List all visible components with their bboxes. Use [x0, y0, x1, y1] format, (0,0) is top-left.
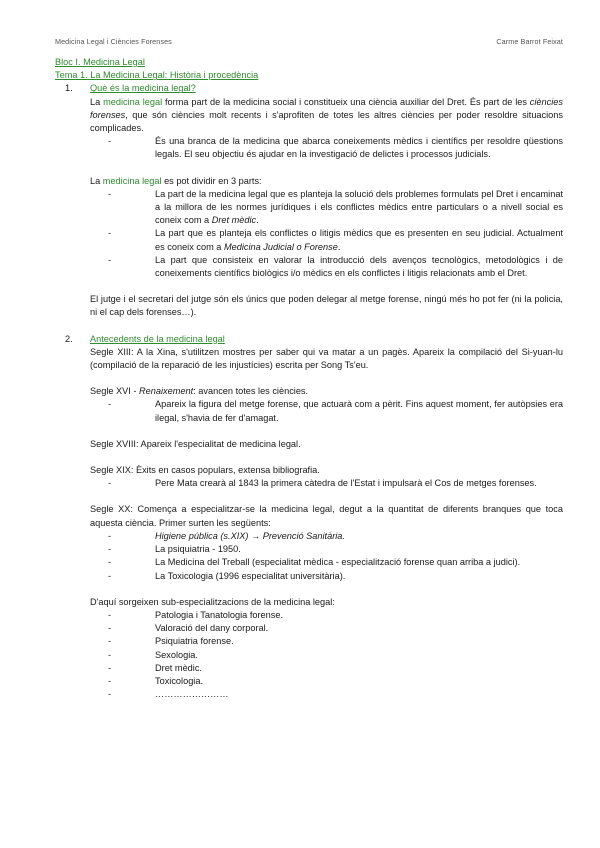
list-item: - La psiquiatria - 1950.: [142, 543, 563, 556]
section-title: Què és la medicina legal?: [90, 83, 196, 94]
list-item: - Valoració del dany corporal.: [142, 622, 563, 635]
list-item: - ……………………: [142, 688, 563, 701]
list-item: - Dret mèdic.: [142, 662, 563, 675]
section-1-content: [90, 96, 563, 320]
term-highlight: medicina legal: [102, 175, 162, 186]
term-highlight: medicina legal: [103, 96, 163, 107]
header-right: Carme Barrot Feixat: [496, 37, 563, 46]
section-1-heading: [55, 82, 563, 95]
section-2-heading: [55, 333, 563, 346]
parts-list: [142, 188, 563, 280]
bullet-list: [142, 135, 563, 161]
list-item: - Pere Mata crearà al 1843 la primera càtedra de l'Estat i impulsarà el Cos de metges forenses.: [142, 477, 563, 490]
bloc-title: Bloc I. Medicina Legal: [55, 57, 145, 67]
list-item: - La Medicina del Treball (especialitat mèdica - especialització forense quan arriba a judici).: [142, 556, 563, 569]
list-item: - La part que es planteja els conflictes o litigis mèdics que es presenten en seu judicial. Actualment es coneix com a Medicina Judicial o Forense.: [142, 227, 563, 253]
sub-specialties-list: [142, 609, 563, 701]
list-item: - És una branca de la medicina que abarca coneixements mèdics i científics per resoldre qüestions legals. El seu objectiu és ajudar en la investigació de delictes i processos judicials.: [142, 135, 563, 161]
bullet-list: [142, 477, 563, 490]
paragraph: Segle XIII: A la Xina, s'utilitzen mostres per saber qui va matar a un pagès. Apareix la compilació del Si-yuan-lu (compilació de la reparació de les injustícies) escrita per Song Ts'eu.: [90, 346, 563, 371]
list-item: - Higiene pública (s.XIX) → Prevenció Sanitària.: [142, 530, 563, 543]
list-item: - Psiquiatria forense.: [142, 635, 563, 648]
section-title: Antecedents de la medicina legal: [90, 333, 225, 344]
paragraph: Segle XX: Comença a especialitzar-se la medicina legal, degut a la quantitat de diferents branques que toca aquesta ciència. Primer surten les següents:: [90, 504, 563, 528]
list-item: - Toxicologia.: [142, 675, 563, 688]
paragraph: Segle XIX: Èxits en casos populars, extensa bibliografia.: [90, 465, 320, 476]
section-number: 1.: [65, 83, 73, 94]
section-number: 2.: [65, 333, 73, 344]
bullet-list: [142, 398, 563, 424]
list-item: - La Toxicologia (1996 especialitat universitària).: [142, 570, 563, 583]
list-item: - Sexologia.: [142, 649, 563, 662]
paragraph: D'aquí sorgeixen sub-especialitzacions de la medicina legal:: [90, 596, 335, 607]
paragraph: La medicina legal es pot dividir en 3 parts:: [90, 175, 262, 186]
section-2-content: [90, 346, 563, 701]
list-item: - Patologia i Tanatologia forense.: [142, 609, 563, 622]
tema-title: Tema 1. La Medicina Legal: Història i procedència: [55, 70, 259, 81]
document-body: [55, 56, 563, 701]
list-item: - La part de la medicina legal que es planteja la solució dels problemes formulats pel Dret i encaminat a la millora de les normes jurídiques i els conflictes mèdics entre particulars o a nivell social es coneix com a Dret mèdic.: [142, 188, 563, 228]
header-left: Medicina Legal i Ciències Forenses: [55, 37, 172, 46]
paragraph: Segle XVI - Renaixement: avancen totes les ciències.: [90, 386, 309, 397]
paragraph: Segle XVIII: Apareix l'especialitat de medicina legal.: [90, 438, 301, 449]
list-item: - Apareix la figura del metge forense, que actuarà com a pèrit. Fins aquest moment, fer autòpsies era ilegal, s'havia de fer d'amagat.: [142, 398, 563, 424]
list-item: - La part que consisteix en valorar la introducció dels avenços tecnològics, metodològics i de coneixements científics biològics i/o mèdics en els conflictes i litigis relacionats amb el Dret.: [142, 254, 563, 280]
paragraph: La medicina legal forma part de la medicina social i constitueix una ciència auxiliar del Dret. És part de les ciències forenses, que són ciències molt recents i s'aprofiten de totes les altres ciències per poder resoldre situacions complicades.: [90, 96, 563, 134]
paragraph: El jutge i el secretari del jutge són els únics que poden delegar al metge forense, ningú més ho pot fer (ni la policia, ni el cap dels forenses…).: [90, 294, 563, 318]
bullet-list: [142, 530, 563, 583]
